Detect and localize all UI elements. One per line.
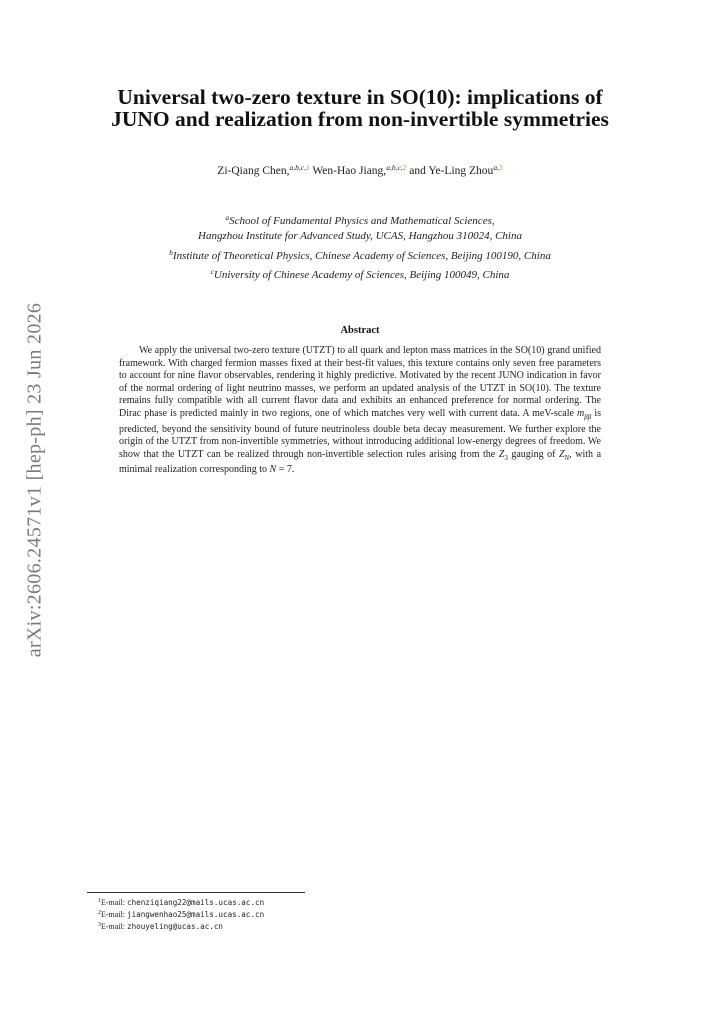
affiliation-line: Hangzhou Institute for Advanced Study, UCAS, Hangzhou 310024, China — [198, 230, 522, 243]
author-list — [80, 163, 640, 177]
affiliation-line: $^b$Institute of Theoretical Physics, Chinese Academy of Sciences, Beijing 100190, China — [169, 247, 551, 262]
footnote-link[interactable]: 1 — [305, 163, 310, 172]
author-name: Wen-Hao Jiang, — [312, 165, 387, 177]
abstract-heading: Abstract — [340, 325, 380, 336]
paper-title — [80, 86, 640, 130]
title-line-2: JUNO and realization from non-invertible symmetries — [111, 107, 609, 131]
arxiv-identifier-stamp[interactable]: arXiv:2606.24571v1 [hep-ph] 23 Jun 2026 — [23, 302, 46, 658]
affiliation-line: $^c$University of Chinese Academy of Sciences, Beijing 100049, China — [210, 266, 510, 281]
email-link[interactable]: chenziqiang22@mails.ucas.ac.cn — [127, 898, 265, 907]
footnote-link[interactable]: 3 — [498, 163, 503, 172]
author-affiliation-marks: a,b,c,1 — [289, 163, 310, 172]
footnote-item: $^2$E-mail: jiangwenhao25@mails.ucas.ac.cn — [98, 910, 265, 920]
footnote-divider — [87, 892, 305, 893]
author-name: Zi-Qiang Chen, — [217, 165, 290, 177]
affiliations — [60, 210, 660, 283]
email-link[interactable]: jiangwenhao25@mails.ucas.ac.cn — [127, 910, 265, 920]
author-separator: and — [406, 165, 429, 177]
author-affiliation-marks: a,b,c,2 — [386, 163, 407, 172]
footnotes — [98, 896, 264, 933]
affiliation-line: $^a$School of Fundamental Physics and Mathematical Sciences, — [225, 213, 495, 227]
abstract-body: We apply the universal two-zero texture (UTZT) to all quark and lepton mass matrices in the SO(10) grand unified framework. With charged fermion masses fixed at their best-fit values, this texture contains only seven free parameters to account for nine flavor observables, rendering it highly predictive. Motivated by the recent JUNO indication in favor of the normal ordering of light neutrino masses, we perform an updated analysis of the UTZT in SO(10). The texture remains fully compatible with all current flavor data and exhibits an enhanced preference for normal ordering. The Dirac phase is predicted mainly in two regions, one of which matches very well with current data. A meV-scale $m_{\beta\beta}$ is predicted, beyond the sensitivity bound of future neutrinoless double beta decay measurement. We further explore the origin of the UTZT from non-invertible symmetries, without introducing additional low-energy degrees of freedom. We show that the UTZT can be realized through non-invertible selection rules arising from the $Z_3$ gauging of $Z_N$, with a minimal realization corresponding to N = 7. — [119, 345, 602, 476]
footnote-item: $^1$E-mail: chenziqiang22@mails.ucas.ac.cn — [98, 898, 265, 907]
footnote-item: $^3$E-mail: zhouyeling@ucas.ac.cn — [98, 922, 224, 932]
title-line-1: Universal two-zero texture in SO(10): implications of — [117, 85, 603, 109]
author-affiliation-marks: a,3 — [493, 163, 503, 172]
footnote-link[interactable]: 2 — [402, 163, 407, 172]
email-link[interactable]: zhouyeling@ucas.ac.cn — [127, 922, 224, 932]
author-name: Ye-Ling Zhou — [428, 165, 494, 177]
